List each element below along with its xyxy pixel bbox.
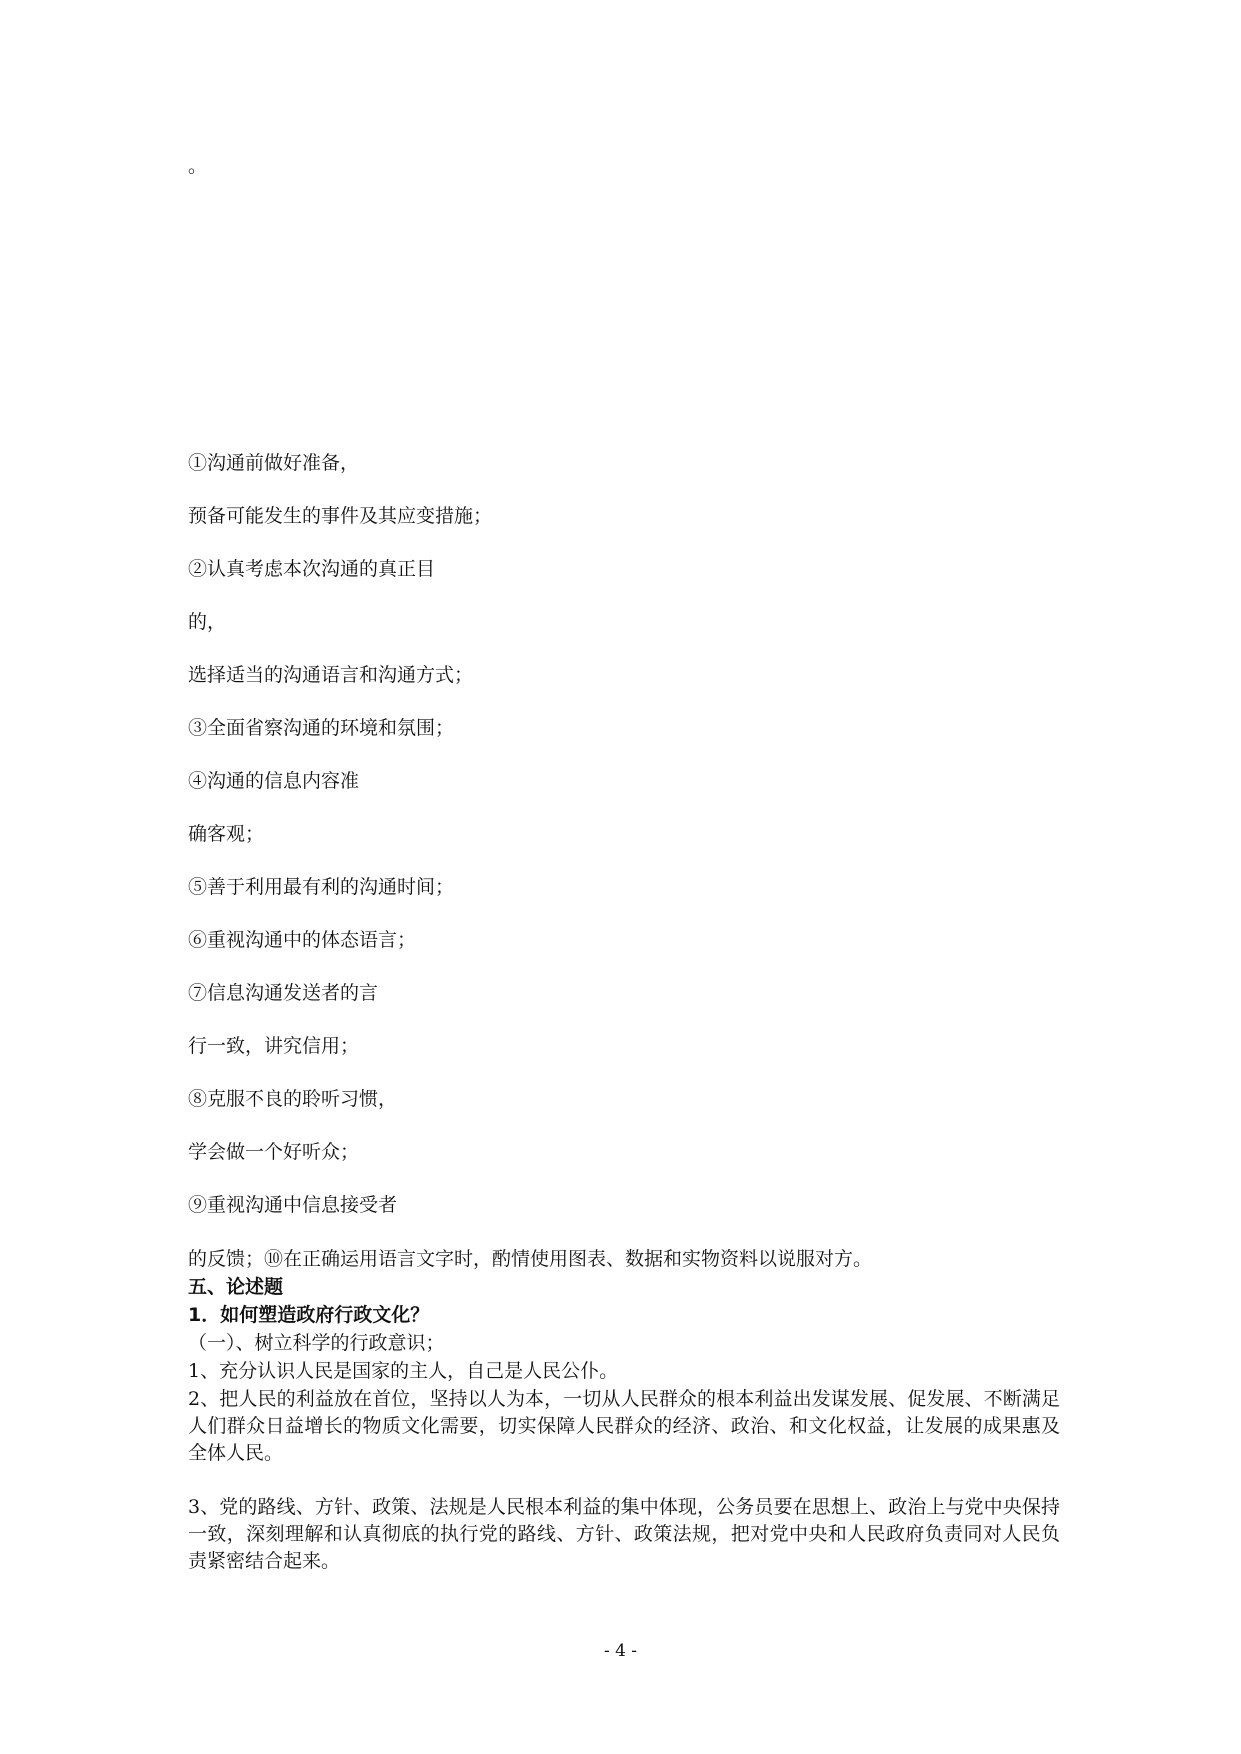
list-line: 选择适当的沟通语言和沟通方式； — [188, 664, 474, 686]
stray-punctuation: 。 — [188, 155, 208, 177]
list-line: ⑧克服不良的聆听习惯， — [188, 1088, 398, 1110]
list-line: ③全面省察沟通的环境和氛围； — [188, 717, 455, 739]
list-line: 学会做一个好听众； — [188, 1141, 360, 1163]
page-number: - 4 - — [603, 1641, 638, 1661]
list-line: 行一致，讲究信用； — [188, 1035, 360, 1057]
section-heading: 五、论述题 — [188, 1276, 284, 1298]
paragraph: 3、党的路线、方针、政策、法规是人民根本利益的集中体现，公务员要在思想上、政治上与党中央保持一致，深刻理解和认真彻底的执行党的路线、方针、政策法规，把对党中央和人民政府负责同对人民负责紧密结合起来。 — [188, 1496, 1060, 1572]
list-line: ⑨重视沟通中信息接受者 — [188, 1194, 398, 1216]
subheading: （一）、树立科学的行政意识； — [188, 1332, 445, 1354]
paragraph: 2、把人民的利益放在首位，坚持以人为本，一切从人民群众的根本利益出发谋发展、促发展、不断满足人们群众日益增长的物质文化需要，切实保障人民群众的经济、政治、和文化权益，让发展的成果惠及全体人民。 — [188, 1388, 1060, 1464]
list-line: ⑤善于利用最有利的沟通时间； — [188, 876, 455, 898]
list-line: 确客观； — [188, 823, 265, 845]
question-title: 1．如何塑造政府行政文化？ — [188, 1304, 430, 1326]
paragraph: 1、充分认识人民是国家的主人，自己是人民公仆。 — [188, 1360, 619, 1382]
list-line: ⑦信息沟通发送者的言 — [188, 982, 379, 1004]
list-line: ②认真考虑本次沟通的真正目 — [188, 558, 436, 580]
list-line: ④沟通的信息内容准 — [188, 770, 360, 792]
closing-line: 的反馈；⑩在正确运用语言文字时，酌情使用图表、数据和实物资料以说服对方。 — [188, 1248, 873, 1270]
list-line: 预备可能发生的事件及其应变措施； — [188, 505, 493, 527]
list-line: ⑥重视沟通中的体态语言； — [188, 929, 417, 951]
list-line: 的， — [188, 611, 227, 633]
list-line: ①沟通前做好准备， — [188, 452, 360, 474]
